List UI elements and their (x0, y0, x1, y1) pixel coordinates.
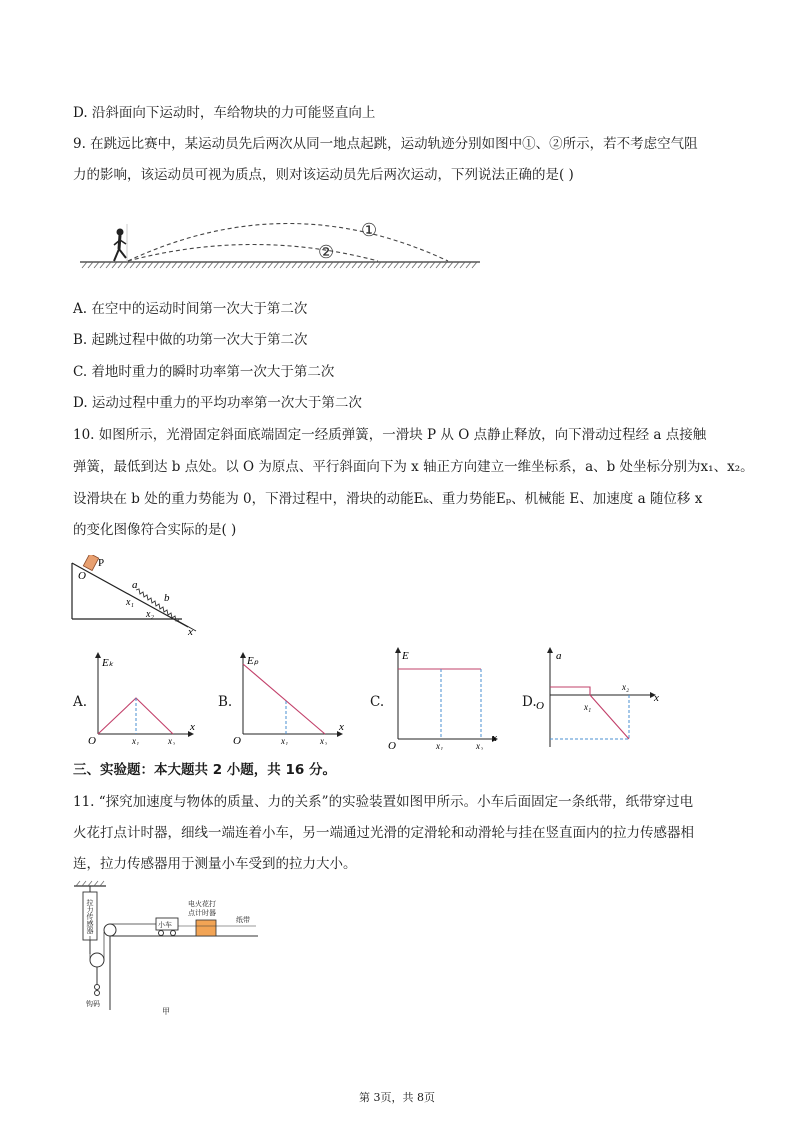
ground-hatch (298, 262, 303, 268)
ground-hatch (466, 262, 471, 268)
ground-hatch (376, 262, 381, 268)
ground-hatch (352, 262, 357, 268)
q10-stem-line2: 弹簧，最低到达 b 点处。以 O 为原点、平行斜面向下为 x 轴正方向建立一维坐标系，a、b 处坐标分别为x₁、x₂。 (73, 459, 754, 475)
ground-hatch (472, 262, 477, 268)
ground-hatch (154, 262, 159, 268)
ground-hatch (448, 262, 453, 268)
ground-hatch (334, 262, 339, 268)
ground-hatch (310, 262, 315, 268)
graph-b-curve (243, 664, 325, 734)
slider-block (83, 555, 98, 571)
ground-hatch (436, 262, 441, 268)
weight-label: 钩码 (86, 1000, 100, 1008)
q9-stem-line1: 9. 在跳远比赛中，某运动员先后两次从同一地点起跳，运动轨迹分别如图中①、②所示，若不考虑空气阻 (73, 136, 698, 152)
ground-hatch (262, 262, 267, 268)
ground-hatch (370, 262, 375, 268)
ground-hatch (190, 262, 195, 268)
ground-hatch (268, 262, 273, 268)
athlete-icon (114, 224, 127, 262)
label-x: x (188, 626, 193, 638)
graph-b-x1: x₁ (281, 736, 289, 745)
graph-a-x1: x₁ (132, 736, 140, 745)
ground-hatch (250, 262, 255, 268)
q11-apparatus-figure (70, 880, 270, 1020)
ground-hatch (220, 262, 225, 268)
graph-d-ylabel: a (556, 650, 562, 662)
q9-option-c: C. 着地时重力的瞬时功率第一次大于第二次 (73, 364, 335, 380)
ground-hatch (316, 262, 321, 268)
ground-hatch (124, 262, 129, 268)
ground-hatch (148, 262, 153, 268)
ground-hatch (256, 262, 261, 268)
ground-hatch (226, 262, 231, 268)
force-sensor-label: 拉力传感器 (86, 899, 94, 934)
graph-b-x2: x₂ (320, 736, 328, 745)
trajectory-1-label: ① (361, 220, 378, 240)
ground-hatch (292, 262, 297, 268)
ground-hatch (244, 262, 249, 268)
ground-hatch (328, 262, 333, 268)
spring (136, 589, 179, 621)
label-p: P (98, 557, 105, 569)
ground-hatch (442, 262, 447, 268)
fixed-pulley (104, 924, 116, 936)
graph-d-o: O (536, 700, 544, 712)
label-x1: x₁ (126, 597, 134, 608)
q11-line2: 火花打点计时器，细线一端连着小车，另一端通过光滑的定滑轮和动滑轮与挂在竖直面内的拉力传感器相 (73, 825, 694, 841)
ground-hatch (88, 262, 93, 268)
ground-hatch (142, 262, 147, 268)
q9-stem-line2: 力的影响，该运动员可视为质点，则对该运动员先后两次运动，下列说法正确的是( ) (73, 167, 574, 183)
cart-label: 小车 (158, 921, 172, 929)
figure-caption: 甲 (162, 1007, 170, 1016)
q9-option-d: D. 运动过程中重力的平均功率第一次大于第二次 (73, 395, 362, 411)
ground-hatch (94, 262, 99, 268)
graph-c-x2: x₂ (476, 741, 484, 750)
graph-c-x1: x₁ (436, 741, 444, 750)
ground-hatch (106, 262, 111, 268)
graph-a-o: O (88, 735, 96, 745)
ground-hatch (274, 262, 279, 268)
graph-b-x: x (339, 721, 344, 733)
timer-label-2: 点计时器 (188, 909, 216, 917)
ground-hatch (160, 262, 165, 268)
q9-option-a: A. 在空中的运动时间第一次大于第二次 (73, 301, 308, 317)
ground-hatch (178, 262, 183, 268)
ground-hatch (364, 262, 369, 268)
graph-c (388, 645, 503, 750)
graph-b-ylabel: Eₚ (247, 655, 259, 667)
ground-hatch (400, 262, 405, 268)
ground-hatch (130, 262, 135, 268)
q10-stem-line1: 10. 如图所示，光滑固定斜面底端固定一经质弹簧，一滑块 P 从 O 点静止释放，向下滑动过程经 a 点接触 (73, 427, 707, 443)
q10-stem-line3: 设滑块在 b 处的重力势能为 0，下滑过程中，滑块的动能Eₖ、重力势能Eₚ、机械能 E、加速度 a 随位移 x (73, 491, 703, 507)
ground-hatch (196, 262, 201, 268)
q8-option-d: D. 沿斜面向下运动时，车给物块的力可能竖直向上 (73, 105, 376, 121)
graph-c-o: O (388, 740, 396, 750)
spark-timer (196, 920, 216, 936)
graph-a-x2: x₂ (168, 736, 176, 745)
graph-c-x: x (492, 732, 497, 744)
tape-label: 纸带 (236, 916, 250, 924)
graph-a (88, 650, 198, 745)
trajectory-2-label: ② (318, 242, 335, 262)
ground-hatch (232, 262, 237, 268)
graph-b (233, 650, 348, 745)
page-footer: 第 3页，共 8页 (359, 1091, 435, 1104)
graph-b-option: B. (218, 694, 233, 710)
ground-hatch (388, 262, 393, 268)
section-3-title: 三、实验题：本大题共 2 小题，共 16 分。 (73, 762, 336, 778)
q11-line3: 连，拉力传感器用于测量小车受到的拉力大小。 (73, 856, 357, 872)
ground-hatch (172, 262, 177, 268)
ground-hatch (418, 262, 423, 268)
ground-hatch (280, 262, 285, 268)
label-a: a (132, 579, 138, 591)
graph-c-ylabel: E (402, 650, 409, 662)
ground-hatch (406, 262, 411, 268)
q10-incline-figure (70, 555, 210, 645)
ground-hatch (382, 262, 387, 268)
trajectory-1 (128, 224, 448, 262)
ground-hatch (166, 262, 171, 268)
ground-hatch (358, 262, 363, 268)
graph-a-ylabel: Eₖ (102, 657, 114, 669)
label-x2: x₂ (146, 609, 154, 620)
ground-hatch (322, 262, 327, 268)
graph-d-x1: x₁ (584, 702, 592, 712)
ground-hatch (454, 262, 459, 268)
trajectory-2 (128, 245, 378, 262)
ground-hatch (214, 262, 219, 268)
graph-c-option: C. (370, 694, 385, 710)
graph-d (536, 645, 666, 750)
ground-hatch (184, 262, 189, 268)
graph-d-x2: x₂ (622, 682, 630, 692)
q9-long-jump-figure (78, 216, 498, 276)
graph-a-option: A. (73, 694, 88, 710)
ground-hatch (118, 262, 123, 268)
ground-hatch (238, 262, 243, 268)
q10-stem-line4: 的变化图像符合实际的是( ) (73, 522, 237, 538)
ground-hatch (82, 262, 87, 268)
ground-hatch (304, 262, 309, 268)
movable-pulley (90, 953, 104, 967)
ground-hatch (394, 262, 399, 268)
label-o: O (78, 570, 86, 582)
ground-hatch (202, 262, 207, 268)
graph-b-o: O (233, 735, 241, 745)
ground-hatch (340, 262, 345, 268)
ground-hatch (460, 262, 465, 268)
ground-hatch (208, 262, 213, 268)
q11-line1: 11. “探究加速度与物体的质量、力的关系”的实验装置如图甲所示。小车后面固定一条纸带，纸带穿过电 (73, 794, 694, 810)
label-b: b (164, 592, 170, 604)
ground-hatch (286, 262, 291, 268)
ground-hatch (424, 262, 429, 268)
graph-a-x: x (190, 721, 195, 733)
ground-hatch (100, 262, 105, 268)
ground-hatch (136, 262, 141, 268)
ground-hatch (346, 262, 351, 268)
ground-hatch (112, 262, 117, 268)
timer-label-1: 电火花打 (188, 900, 216, 908)
graph-d-x: x (654, 692, 659, 704)
q9-option-b: B. 起跳过程中做的功第一次大于第二次 (73, 332, 308, 348)
ground-hatch (412, 262, 417, 268)
ground-hatch (430, 262, 435, 268)
graph-d-option: D. (522, 694, 537, 710)
